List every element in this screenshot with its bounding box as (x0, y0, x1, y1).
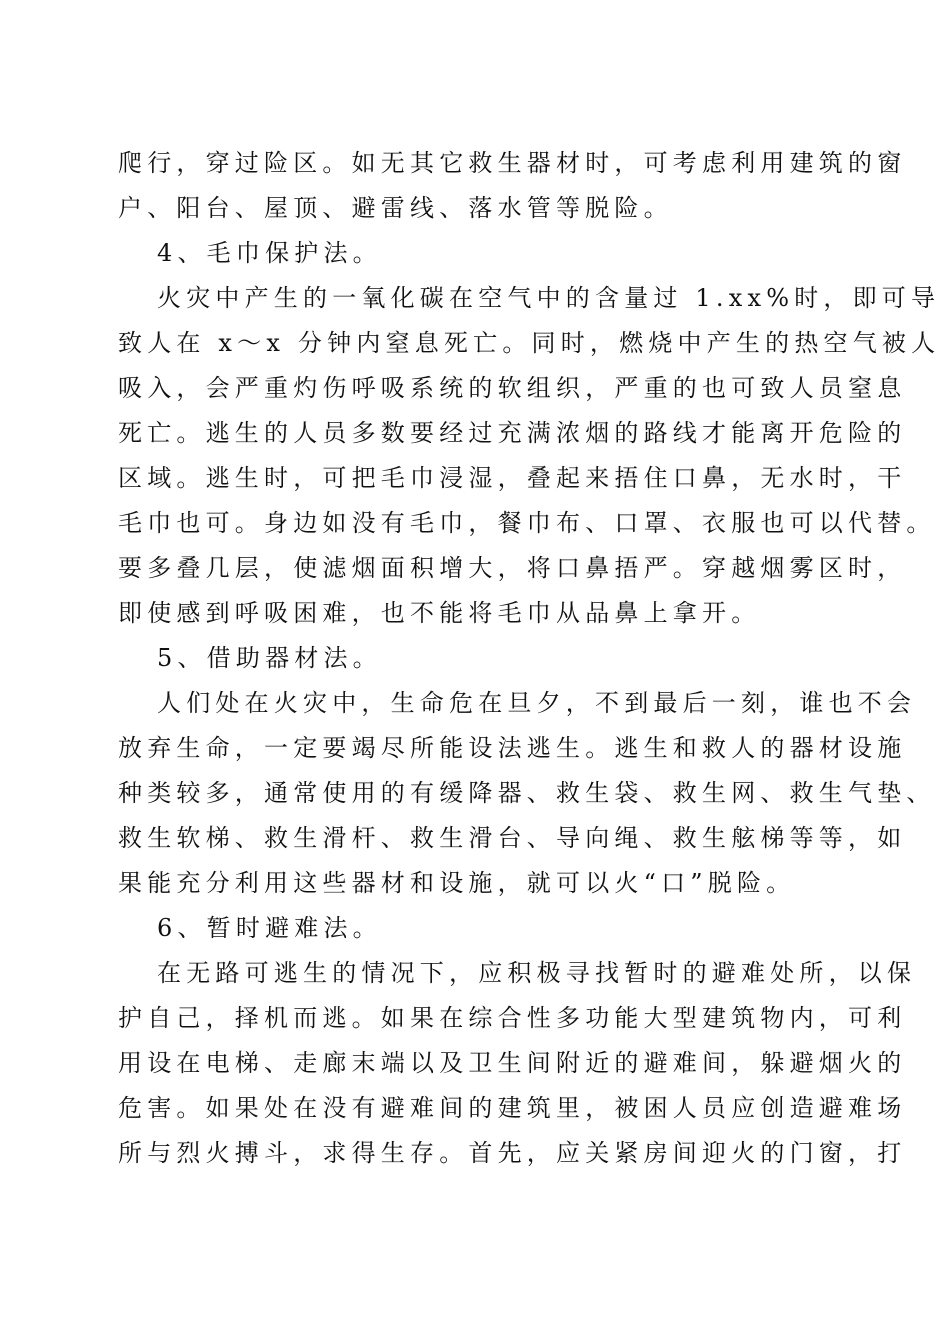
section-heading-4: 4、毛巾保护法。 (157, 239, 382, 267)
text-line-14: 放弃生命，一定要竭尽所能设法逃生。逃生和救人的器材设施 (118, 734, 907, 762)
text-line-10: 要多叠几层，使滤烟面积增大，将口鼻捂严。穿越烟雾区时， (118, 554, 907, 582)
text-line-21: 用设在电梯、走廊末端以及卫生间附近的避难间，躲避烟火的 (118, 1049, 907, 1077)
text-line-20: 护自己，择机而逃。如果在综合性多功能大型建筑物内，可利 (118, 1004, 907, 1032)
section-heading-6: 6、暂时避难法。 (157, 914, 382, 942)
text-line-16: 救生软梯、救生滑杆、救生滑台、导向绳、救生舷梯等等，如 (118, 824, 907, 852)
text-line-15: 种类较多，通常使用的有缓降器、救生袋、救生网、救生气垫、 (118, 779, 936, 807)
text-line-9: 毛巾也可。身边如没有毛巾，餐巾布、口罩、衣服也可以代替。 (118, 509, 936, 537)
text-line-17: 果能充分利用这些器材和设施，就可以火“口”脱险。 (118, 869, 796, 897)
text-line-13: 人们处在火灾中，生命危在旦夕，不到最后一刻，谁也不会 (157, 689, 917, 717)
text-line-1: 爬行，穿过险区。如无其它救生器材时，可考虑利用建筑的窗 (118, 149, 907, 177)
text-line-6: 吸入，会严重灼伤呼吸系统的软组织，严重的也可致人员窒息 (118, 374, 907, 402)
text-line-11: 即使感到呼吸困难，也不能将毛巾从品鼻上拿开。 (118, 599, 761, 627)
section-heading-5: 5、借助器材法。 (157, 644, 382, 672)
text-line-5: 致人在 x～x 分钟内窒息死亡。同时，燃烧中产生的热空气被人 (118, 329, 941, 357)
text-line-8: 区域。逃生时，可把毛巾浸湿，叠起来捂住口鼻，无水时，干 (118, 464, 907, 492)
text-line-2: 户、阳台、屋顶、避雷线、落水管等脱险。 (118, 194, 673, 222)
text-line-7: 死亡。逃生的人员多数要经过充满浓烟的路线才能离开危险的 (118, 419, 907, 447)
text-line-23: 所与烈火搏斗，求得生存。首先，应关紧房间迎火的门窗，打 (118, 1139, 907, 1167)
text-line-19: 在无路可逃生的情况下，应积极寻找暂时的避难处所，以保 (157, 959, 917, 987)
text-line-4: 火灾中产生的一氧化碳在空气中的含量过 1.xx%时，即可导 (157, 284, 941, 312)
text-line-22: 危害。如果处在没有避难间的建筑里，被困人员应创造避难场 (118, 1094, 907, 1122)
